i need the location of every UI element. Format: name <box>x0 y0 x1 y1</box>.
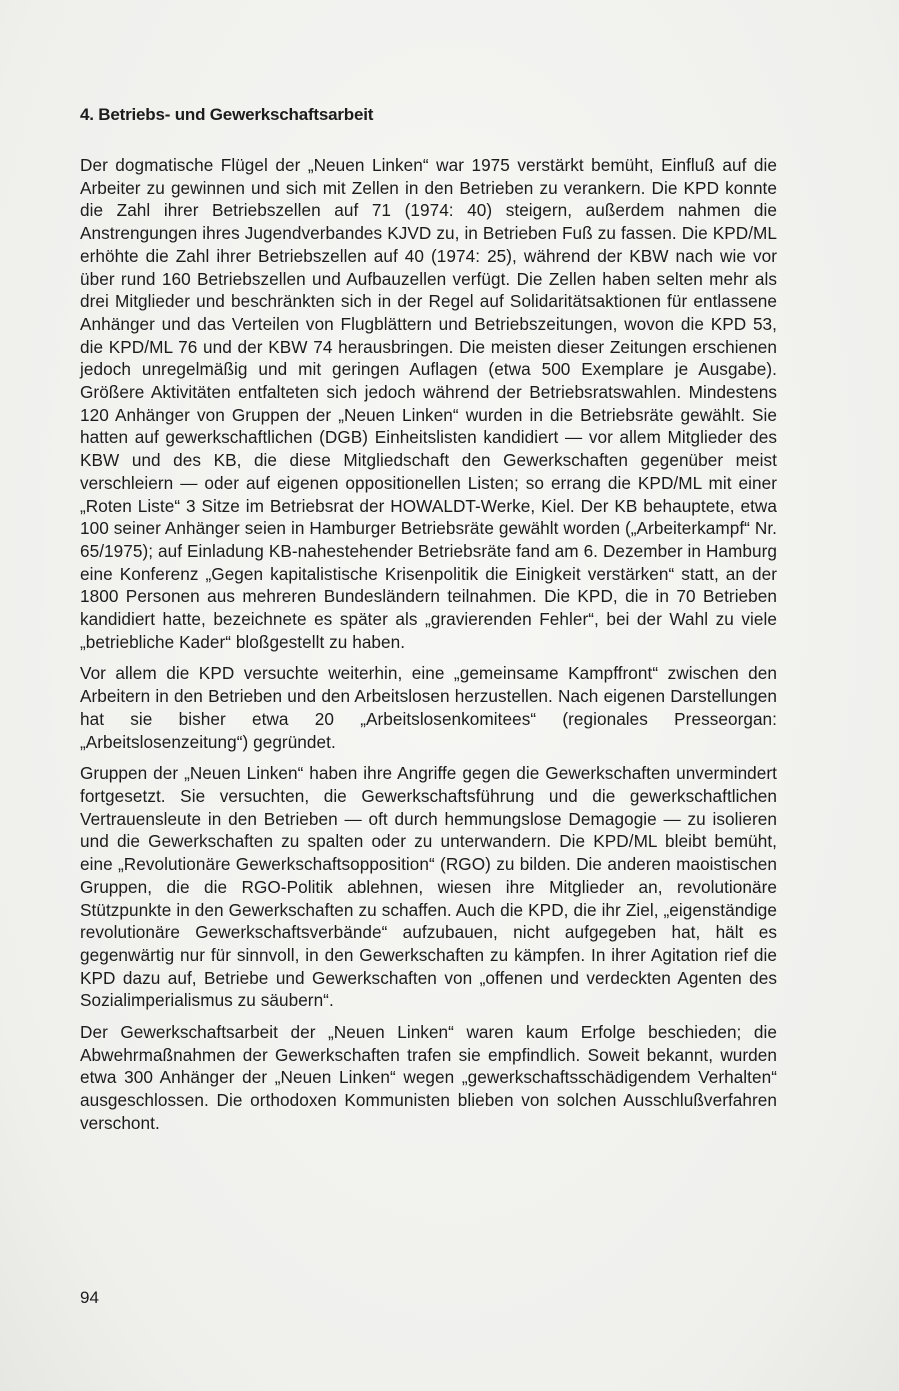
paragraph-3: Gruppen der „Neuen Linken“ haben ihre Angriffe gegen die Gewerkschaften unvermindert fortgesetzt. Sie versuchten, die Gewerkschaftsführung und die gewerkschaftlichen Vertrauensleute in den Betrieben — oft durch hemmungslose Demagogie — zu isolieren und die Gewerkschaften zu spalten oder zu unterwandern. Die KPD/ML bleibt bemüht, eine „Revolutionäre Gewerkschaftsopposition“ (RGO) zu bilden. Die anderen maoistischen Gruppen, die die RGO-Politik ablehnen, wiesen ihre Mitglieder an, revolutionäre Stützpunkte in den Gewerkschaften zu schaffen. Auch die KPD, die ihr Ziel, „eigenständige revolutionäre Gewerkschaftsverbände“ aufzubauen, nicht aufgegeben hat, hält es gegenwärtig nur für sinnvoll, in den Gewerkschaften zu kämpfen. In ihrer Agitation rief die KPD dazu auf, Betriebe und Gewerkschaften von „offenen und verdeckten Agenten des Sozialimperialismus zu säubern“. <box>80 763 777 1011</box>
section-heading: 4. Betriebs- und Gewerkschaftsarbeit <box>80 105 374 124</box>
paragraph-2: Vor allem die KPD versuchte weiterhin, eine „gemeinsame Kampffront“ zwischen den Arbeitern in den Betrieben und den Arbeitslosen herzustellen. Nach eigenen Darstellungen hat sie bisher etwa 20 „Arbeitslosenkomitees“ (regionales Presseorgan: „Arbeitslosenzeitung“) gegründet. <box>80 663 777 752</box>
paragraph-4: Der Gewerkschaftsarbeit der „Neuen Linken“ waren kaum Erfolge beschieden; die Abwehrmaßnahmen der Gewerkschaften trafen sie empfindlich. Soweit bekannt, wurden etwa 300 Anhänger der „Neuen Linken“ wegen „gewerkschaftsschädigendem Verhalten“ ausgeschlossen. Die orthodoxen Kommunisten blieben von solchen Ausschlußverfahren verschont. <box>80 1022 777 1133</box>
page-number: 94 <box>80 1288 99 1307</box>
paragraph-1: Der dogmatische Flügel der „Neuen Linken“ war 1975 verstärkt bemüht, Einfluß auf die Arbeiter zu gewinnen und sich mit Zellen in den Betrieben zu verankern. Die KPD konnte die Zahl ihrer Betriebszellen auf 71 (1974: 40) steigern, außerdem nahmen die Anstrengungen ihres Jugendverbandes KJVD zu, in Betrieben Fuß zu fassen. Die KPD/ML erhöhte die Zahl ihrer Betriebszellen auf 40 (1974: 25), während der KBW nach wie vor über rund 160 Betriebszellen und Aufbauzellen verfügt. Die Zellen haben selten mehr als drei Mitglieder und beschränkten sich in der Regel auf Solidaritätsaktionen für entlassene Anhänger und das Verteilen von Flugblättern und Betriebszeitungen, wovon die KPD 53, die KPD/ML 76 und der KBW 74 herausbringen. Die meisten dieser Zeitungen erschienen jedoch unregelmäßig und mit geringen Auflagen (etwa 500 Exemplare je Ausgabe). Größere Aktivitäten entfalteten sich jedoch während der Betriebsratswahlen. Mindestens 120 Anhänger von Gruppen der „Neuen Linken“ wurden in die Betriebsräte gewählt. Sie hatten auf gewerkschaftlichen (DGB) Einheitslisten kandidiert — vor allem Mitglieder des KBW und des KB, die diese Mitgliedschaft den Gewerkschaften gegenüber meist verschleiern — oder auf eigenen oppositionellen Listen; so errang die KPD/ML mit einer „Roten Liste“ 3 Sitze im Betriebsrat der HOWALDT-Werke, Kiel. Der KB behauptete, etwa 100 seiner Anhänger seien in Hamburger Betriebsräte gewählt worden („Arbeiterkampf“ Nr. 65/1975); auf Einladung KB-nahestehender Betriebsräte fand am 6. Dezember in Hamburg eine Konferenz „Gegen kapitalistische Krisenpolitik die Einigkeit verstärken“ statt, an der 1800 Personen aus mehreren Bundesländern teilnahmen. Die KPD, die in 70 Betrieben kandidiert hatte, bezeichnete es später als „gravierenden Fehler“, bei der Wahl zu viele „betriebliche Kader“ bloßgestellt zu haben. <box>80 155 777 652</box>
page-content <box>80 104 777 1144</box>
